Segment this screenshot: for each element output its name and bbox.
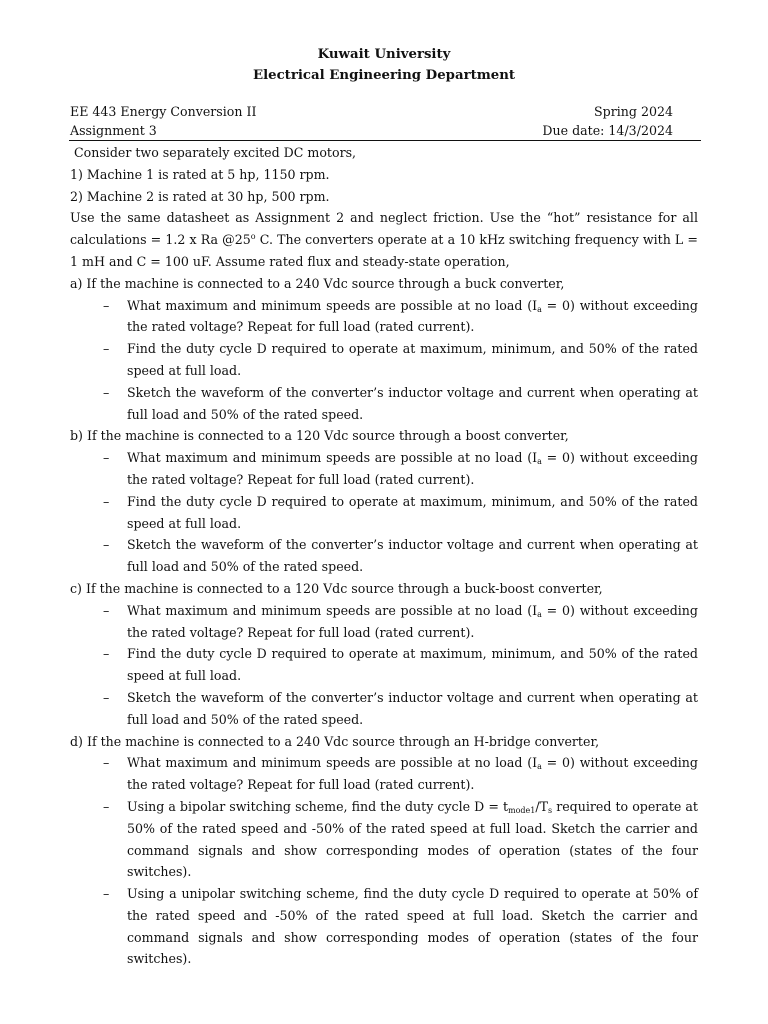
assignment-number: Assignment 3 [70, 123, 157, 138]
section-d-list [70, 752, 698, 970]
section-c-list [70, 600, 698, 731]
list-item: – Sketch the waveform of the converter’s inductor voltage and current when operating at full load and 50% of the rated speed. [103, 384, 698, 422]
due-date: Due date: 14/3/2024 [542, 123, 673, 138]
university-name: Kuwait University [317, 47, 451, 62]
machine-2-spec: 2) Machine 2 is rated at 30 hp, 500 rpm. [70, 188, 330, 204]
meta-row-2 [70, 121, 673, 140]
course-meta [70, 102, 673, 140]
list-item: – What maximum and minimum speeds are possible at no load $(I_a = 0)$ without exceeding the rated voltage? Repeat for full load (rated current). [103, 297, 698, 335]
section-c-heading: c) If the machine is connected to a 120 Vdc source through a buck-boost converter, [70, 580, 603, 596]
list-item: – Find the duty cycle D required to operate at maximum, minimum, and 50% of the rated speed at full load. [103, 646, 698, 684]
meta-row-1 [70, 102, 673, 121]
list-item: – Find the duty cycle D required to operate at maximum, minimum, and 50% of the rated speed at full load. [103, 341, 698, 378]
section-a-list [70, 295, 698, 426]
department-name: Electrical Engineering Department [252, 68, 516, 83]
list-item: – What maximum and minimum speeds are possible at no load $(I_a = 0)$ without exceeding the rated voltage? Repeat for full load (rated current). [103, 450, 698, 487]
list-item: – Using a bipolar switching scheme, find the duty cycle $D = t_{mode1}/T_s$ required to operate at 50% of the rated speed and -50% of the rated speed at full load. Sketch the carrier and command signals and show corresponding modes of operation (states of the four switches). [103, 798, 698, 880]
section-b-list [70, 447, 698, 578]
assignment-body [70, 142, 698, 970]
list-item: – Sketch the waveform of the converter’s inductor voltage and current when operating at full load and 50% of the rated speed. [103, 537, 698, 575]
section-b-heading: b) If the machine is connected to a 120 Vdc source through a boost converter, [70, 428, 569, 444]
document-header [0, 44, 768, 86]
intro-line: Consider two separately excited DC motors, [74, 145, 357, 160]
list-item: – What maximum and minimum speeds are possible at no load $(I_a = 0)$ without exceeding the rated voltage? Repeat for full load (rated current). [103, 602, 698, 640]
header-divider [69, 140, 701, 141]
list-item: – Find the duty cycle D required to operate at maximum, minimum, and 50% of the rated speed at full load. [103, 493, 698, 531]
list-item: – Sketch the waveform of the converter’s inductor voltage and current when operating at full load and 50% of the rated speed. [103, 689, 698, 727]
section-a-heading: a) If the machine is connected to a 240 Vdc source through a buck converter, [70, 275, 565, 291]
list-item: – What maximum and minimum speeds are possible at no load $(I_a = 0)$ without exceeding the rated voltage? Repeat for full load (rated current). [103, 755, 698, 793]
assumptions-paragraph: Use the same datasheet as Assignment 2 and neglect friction. Use the “hot” resistance for all calculations = 1.2 x Ra @25$^o$ C. The converters operate at a 10 kHz switching frequency with L = 1 mH and C = 100 uF. Assume rated flux and steady-state operation, [70, 210, 698, 269]
machine-1-spec: 1) Machine 1 is rated at 5 hp, 1150 rpm. [70, 166, 330, 182]
course-title: EE 443 Energy Conversion II [70, 104, 257, 119]
list-item: – Using a unipolar switching scheme, find the duty cycle D required to operate at 50% of the rated speed and -50% of the rated speed at full load. Sketch the carrier and command signals and show corresponding modes of operation (states of the four switches). [103, 886, 698, 967]
term: Spring 2024 [594, 104, 673, 119]
section-d-heading: d) If the machine is connected to a 240 Vdc source through an H-bridge converter, [70, 733, 600, 749]
